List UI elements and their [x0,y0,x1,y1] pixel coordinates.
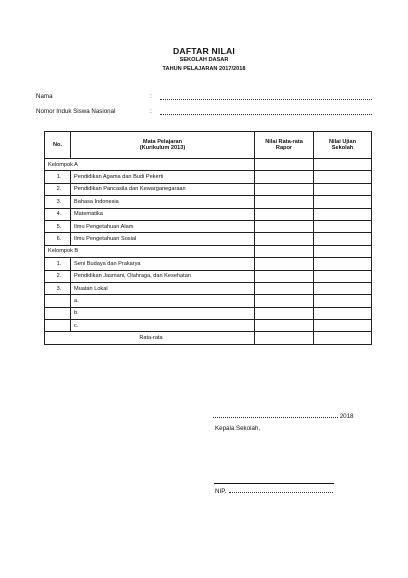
report-score-cell[interactable] [255,295,314,307]
table-row [45,220,372,232]
report-score-cell[interactable] [255,258,314,270]
row-subject: Pendidikan Jasmani, Olahraga, dan Kesehatan [71,270,255,282]
principal-title: Kepala Sekolah, [215,425,261,432]
exam-score-cell[interactable] [314,295,372,307]
report-score-cell[interactable] [255,307,314,319]
nip-fill-line[interactable] [229,492,333,493]
report-score-cell[interactable] [255,171,314,183]
row-number: 4. [45,208,71,220]
name-fill-line[interactable] [160,99,372,100]
group-b-row [45,245,372,257]
row-number: 1. [45,258,71,270]
exam-score-cell[interactable] [314,171,372,183]
group-a-label: Kelompok A [45,159,255,171]
exam-score-cell[interactable] [314,220,372,232]
exam-score-cell[interactable] [314,196,372,208]
group-a-row [45,159,372,171]
table-row [45,208,372,220]
row-subject: Bahasa Indonesia [71,196,255,208]
table-row [45,295,372,307]
exam-score-cell[interactable] [314,282,372,294]
table-row [45,270,372,282]
row-subject: Seni Budaya dan Prakarya [71,258,255,270]
group-b-report-cell [255,245,314,257]
row-subject: Ilmu Pengetahuan Alam [71,220,255,232]
report-score-cell[interactable] [255,196,314,208]
average-label: Rata-rata [45,332,255,344]
row-subject: Pendidikan Agama dan Budi Pekerti [71,171,255,183]
group-a-exam-cell [314,159,372,171]
group-b-label: Kelompok B [45,245,255,257]
header-school-exam: Nilai Ujian Sekolah [314,132,372,159]
name-colon: : [150,93,152,100]
row-subject: Ilmu Pengetahuan Sosial [71,233,255,245]
row-number: 5. [45,220,71,232]
average-row [45,332,372,344]
nip-row [215,488,333,495]
exam-score-cell[interactable] [314,183,372,195]
academic-year: TAHUN PELAJARAN 2017/2018 [162,66,246,72]
row-number: 6. [45,233,71,245]
row-subject: Matematika [71,208,255,220]
header-report-average: Nilai Rata-rata Rapor [255,132,314,159]
exam-score-cell[interactable] [314,270,372,282]
row-number-blank [45,307,71,319]
report-score-cell[interactable] [255,233,314,245]
row-number: 2. [45,183,71,195]
table-row [45,171,372,183]
exam-score-cell[interactable] [314,320,372,332]
table-row [45,282,372,294]
report-score-cell[interactable] [255,208,314,220]
exam-score-cell[interactable] [314,208,372,220]
report-score-cell[interactable] [255,270,314,282]
sub-row-label: c. [71,320,255,332]
table-header-row [45,132,372,159]
sub-row-label: b. [71,307,255,319]
row-number: 3. [45,196,71,208]
report-score-cell[interactable] [255,220,314,232]
nisn-label: Nomor Induk Siswa Nasional [36,108,116,115]
document-title: DAFTAR NILAI [173,46,235,56]
nisn-colon: : [150,108,152,115]
signature-line[interactable] [214,483,334,484]
exam-score-cell[interactable] [314,233,372,245]
name-label: Nama [36,93,53,100]
row-number-blank [45,295,71,307]
row-number: 1. [45,171,71,183]
table-row [45,320,372,332]
exam-score-cell[interactable] [314,307,372,319]
signature-year: 2018 [339,413,354,420]
nisn-fill-line[interactable] [160,114,372,115]
row-subject: Muatan Lokal [71,282,255,294]
average-exam-cell[interactable] [314,332,372,344]
group-a-report-cell [255,159,314,171]
sub-row-label: a. [71,295,255,307]
signature-date [213,413,358,420]
row-number: 3. [45,282,71,294]
table-row [45,233,372,245]
group-b-exam-cell [314,245,372,257]
header-no: No. [45,132,71,159]
table-row [45,183,372,195]
table-row [45,196,372,208]
school-level: SEKOLAH DASAR [179,57,229,63]
table-row [45,258,372,270]
average-report-cell[interactable] [255,332,314,344]
row-number-blank [45,320,71,332]
grades-table [44,131,372,345]
exam-score-cell[interactable] [314,258,372,270]
row-number: 2. [45,270,71,282]
table-row [45,307,372,319]
nip-label: NIP. [215,488,227,495]
date-fill-line[interactable] [213,417,338,418]
header-subject: Mata Pelajaran (Kurikulum 2013) [71,132,255,159]
report-score-cell[interactable] [255,183,314,195]
row-subject: Pendidikan Pancasila dan Kewarganegaraan [71,183,255,195]
report-score-cell[interactable] [255,320,314,332]
report-score-cell[interactable] [255,282,314,294]
